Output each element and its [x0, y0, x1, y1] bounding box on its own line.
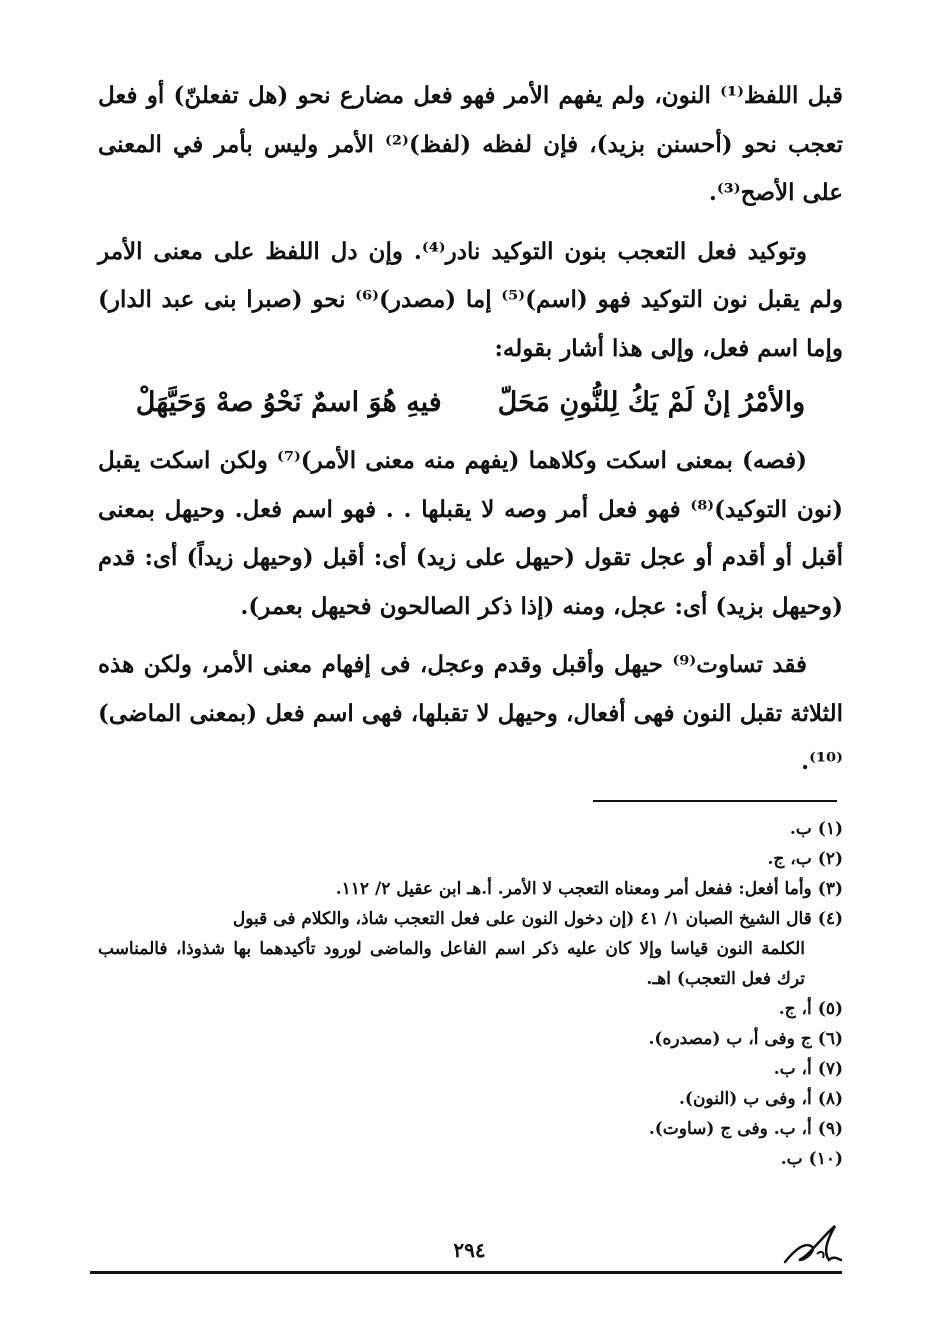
footnote-text: أ، ج.: [778, 999, 812, 1019]
footnote-item: [98, 814, 843, 844]
footnote-text: ب.: [780, 1149, 803, 1169]
poetry-verse: [98, 373, 843, 433]
footnote-text: ب، ج.: [767, 849, 812, 869]
page-number: ٢٩٤: [453, 1238, 486, 1262]
footnote-text: ج وفى أ، ب (مصدره).: [648, 1029, 812, 1049]
footnote-number: (٥): [817, 999, 843, 1019]
footnote-text: أ، ب. وفى ج (ساوت).: [648, 1119, 812, 1139]
main-text: [98, 72, 843, 787]
footnote-number: (١٠): [808, 1149, 843, 1169]
footnote-text: قال الشيخ الصبان ١/ ٤١ (إن دخول النون على فعل التعجب شاذ، والكلام فى قبول: [232, 909, 812, 929]
footnote-number: (١): [817, 819, 843, 839]
footnote-item: [98, 1084, 843, 1114]
handwritten-mark-icon: [777, 1216, 847, 1272]
footnote-item: [98, 994, 843, 1024]
footnote-text: أ، وفى ب (النون).: [678, 1089, 812, 1109]
footnote-number: (٤): [817, 909, 843, 929]
footnote-item: [98, 844, 843, 874]
footnote-text: وأما أفعل: ففعل أمر ومعناه التعجب لا الأمر. أ.هـ ابن عقيل ٢/ ١١٢.: [335, 879, 812, 899]
paragraph-2: وتوكيد فعل التعجب بنون التوكيد نادر⁽⁴⁾. وإن دل اللفظ على معنى الأمر ولم يقبل نون التوكيد فهو (اسم)⁽⁵⁾ إما (مصدر)⁽⁶⁾ نحو (صبرا بنى عبد الدار) وإما اسم فعل، وإلى هذا أشار بقوله:: [98, 237, 843, 362]
footnote-separator: [593, 800, 837, 802]
footnote-continuation: الكلمة النون قياسا وإلا كان عليه ذكر اسم الفاعل والماضى لورود تأكيدهما بها شذوذا، فالمناسب ترك فعل التعجب) اهـ.: [98, 939, 805, 989]
footnote-number: (٨): [817, 1089, 843, 1109]
paragraph-3: (فصه) بمعنى اسكت وكلاهما (يفهم منه معنى الأمر)⁽⁷⁾ ولكن اسكت يقبل (نون التوكيد)⁽⁸⁾ فهو فعل أمر وصه لا يقبلها . . فهو اسم فعل. وحيهل بمعنى أقبل أو أقدم أو عجل تقول (حيهل على زيد) أى: أقبل (وحيهل زيداً) أى: قدم (وحيهل بزيد) أى: عجل، ومنه (إذا ذكر الصالحون فحيهل بعمر).: [98, 447, 843, 620]
paragraph-1: قبل اللفظ⁽¹⁾ النون، ولم يفهم الأمر فهو فعل مضارع نحو (هل تفعلنّ) أو فعل تعجب نحو (أحسنن بزيد)، فإن لفظه (لفظ)⁽²⁾ الأمر وليس بأمر في المعنى على الأصح⁽³⁾.: [98, 82, 843, 206]
footnote-number: (٩): [817, 1119, 843, 1139]
footnote-number: (٣): [817, 879, 843, 899]
footnote-number: (٢): [817, 849, 843, 869]
bottom-rule: [90, 1271, 842, 1274]
footnote-item: [98, 1144, 843, 1174]
footnote-text: ب.: [789, 819, 812, 839]
footnote-item: [98, 904, 843, 994]
footnote-item: [98, 1114, 843, 1144]
footnote-number: (٦): [817, 1029, 843, 1049]
verse-left-hemistich: فيهِ هُوَ اسمٌ نَحْوُ صهْ وَحَيَّهَلْ: [135, 387, 442, 418]
footnote-number: (٧): [817, 1059, 843, 1079]
footnote-item: [98, 1054, 843, 1084]
paragraph-4: فقد تساوت⁽⁹⁾ حيهل وأقبل وقدم وعجل، فى إفهام معنى الأمر، ولكن هذه الثلاثة تقبل النون فهى أفعال، وحيهل لا تقبلها، فهى اسم فعل (بمعنى الماضى)⁽¹⁰⁾.: [98, 651, 843, 775]
footnote-text: أ، ب.: [773, 1059, 812, 1079]
footnote-item: [98, 1024, 843, 1054]
footnotes-list: [98, 814, 843, 1174]
verse-right-hemistich: والأمْرُ إنْ لَمْ يَكُ لِلنُّونِ مَحَلّ: [497, 387, 806, 418]
footnote-item: [98, 874, 843, 904]
